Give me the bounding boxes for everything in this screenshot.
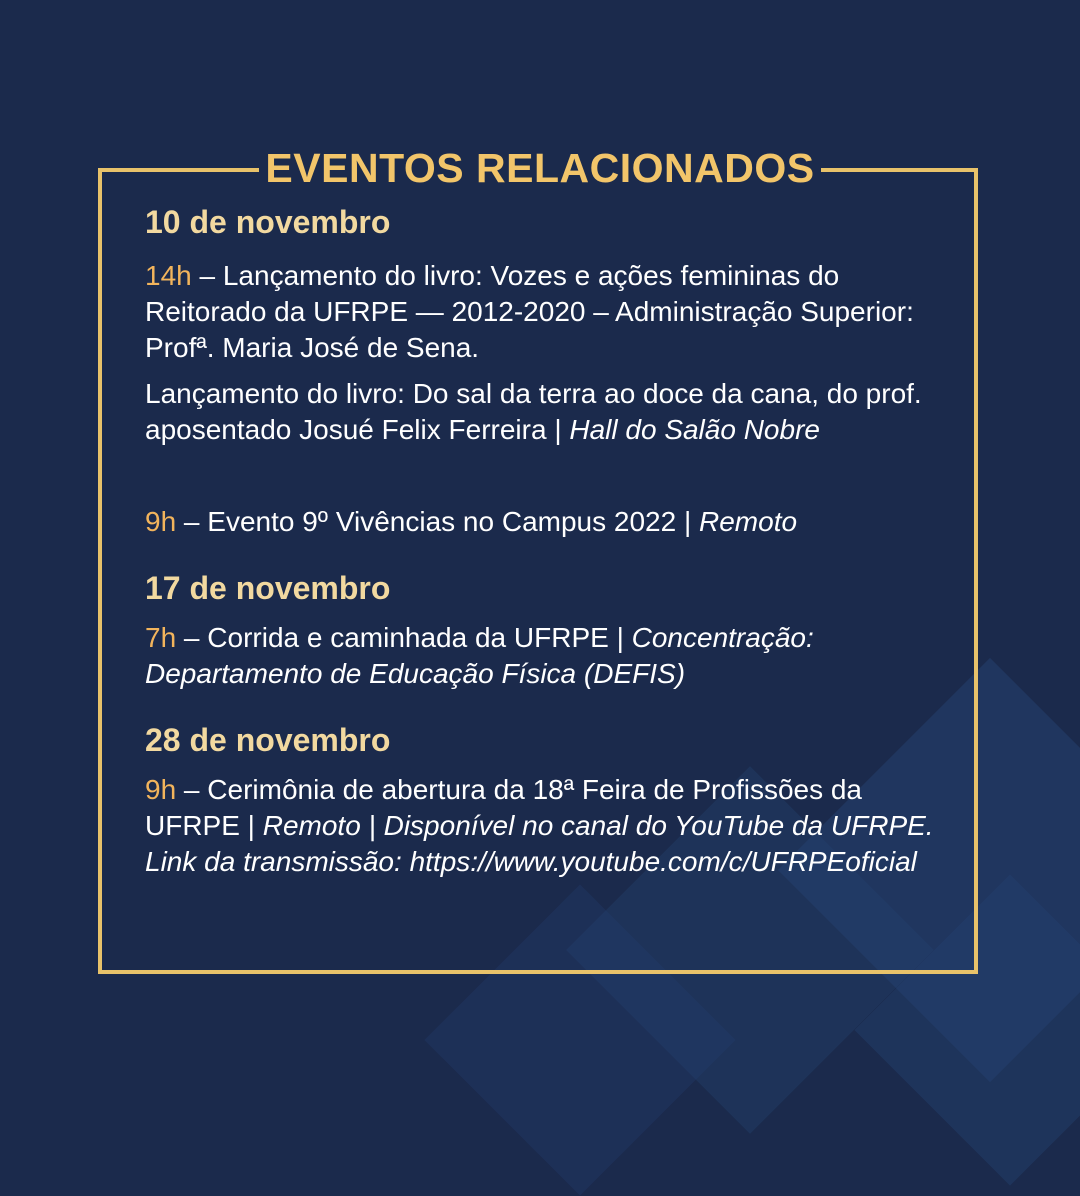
events-list xyxy=(145,200,935,880)
event-location: Remoto | Disponível no canal do YouTube da UFRPE. Link da transmissão: https://www.youtube.com/c/UFRPEoficial xyxy=(145,810,934,877)
event-date: 28 de novembro xyxy=(145,722,391,758)
event-entry xyxy=(145,504,935,540)
event-description: – Lançamento do livro: Vozes e ações femininas do Reitorado da UFRPE — 2012-2020 – Administração Superior: Profª. Maria José de Sena. xyxy=(145,260,914,363)
event-description: – Corrida e caminhada da UFRPE | xyxy=(176,622,632,653)
event-entry xyxy=(145,258,935,366)
event-entry xyxy=(145,772,935,880)
event-location: Concentração: Departamento de Educação Física (DEFIS) xyxy=(145,622,814,689)
event-description: Lançamento do livro: Do sal da terra ao doce da cana, do prof. aposentado Josué Felix Ferreira | xyxy=(145,378,922,445)
event-time: 7h xyxy=(145,622,177,653)
event-date: 17 de novembro xyxy=(145,570,391,606)
event-description: – Cerimônia de abertura da 18ª Feira de Profissões da UFRPE | xyxy=(145,774,863,841)
event-entry xyxy=(145,376,935,448)
page-title: EVENTOS RELACIONADOS xyxy=(259,140,820,196)
event-time: 14h xyxy=(145,260,192,291)
event-time: 9h xyxy=(145,506,177,537)
event-entry xyxy=(145,620,935,692)
event-location: Remoto xyxy=(699,506,798,537)
event-date: 10 de novembro xyxy=(145,204,391,240)
event-time: 9h xyxy=(145,774,177,805)
event-location: Hall do Salão Nobre xyxy=(569,414,820,445)
event-description: – Evento 9º Vivências no Campus 2022 | xyxy=(176,506,700,537)
